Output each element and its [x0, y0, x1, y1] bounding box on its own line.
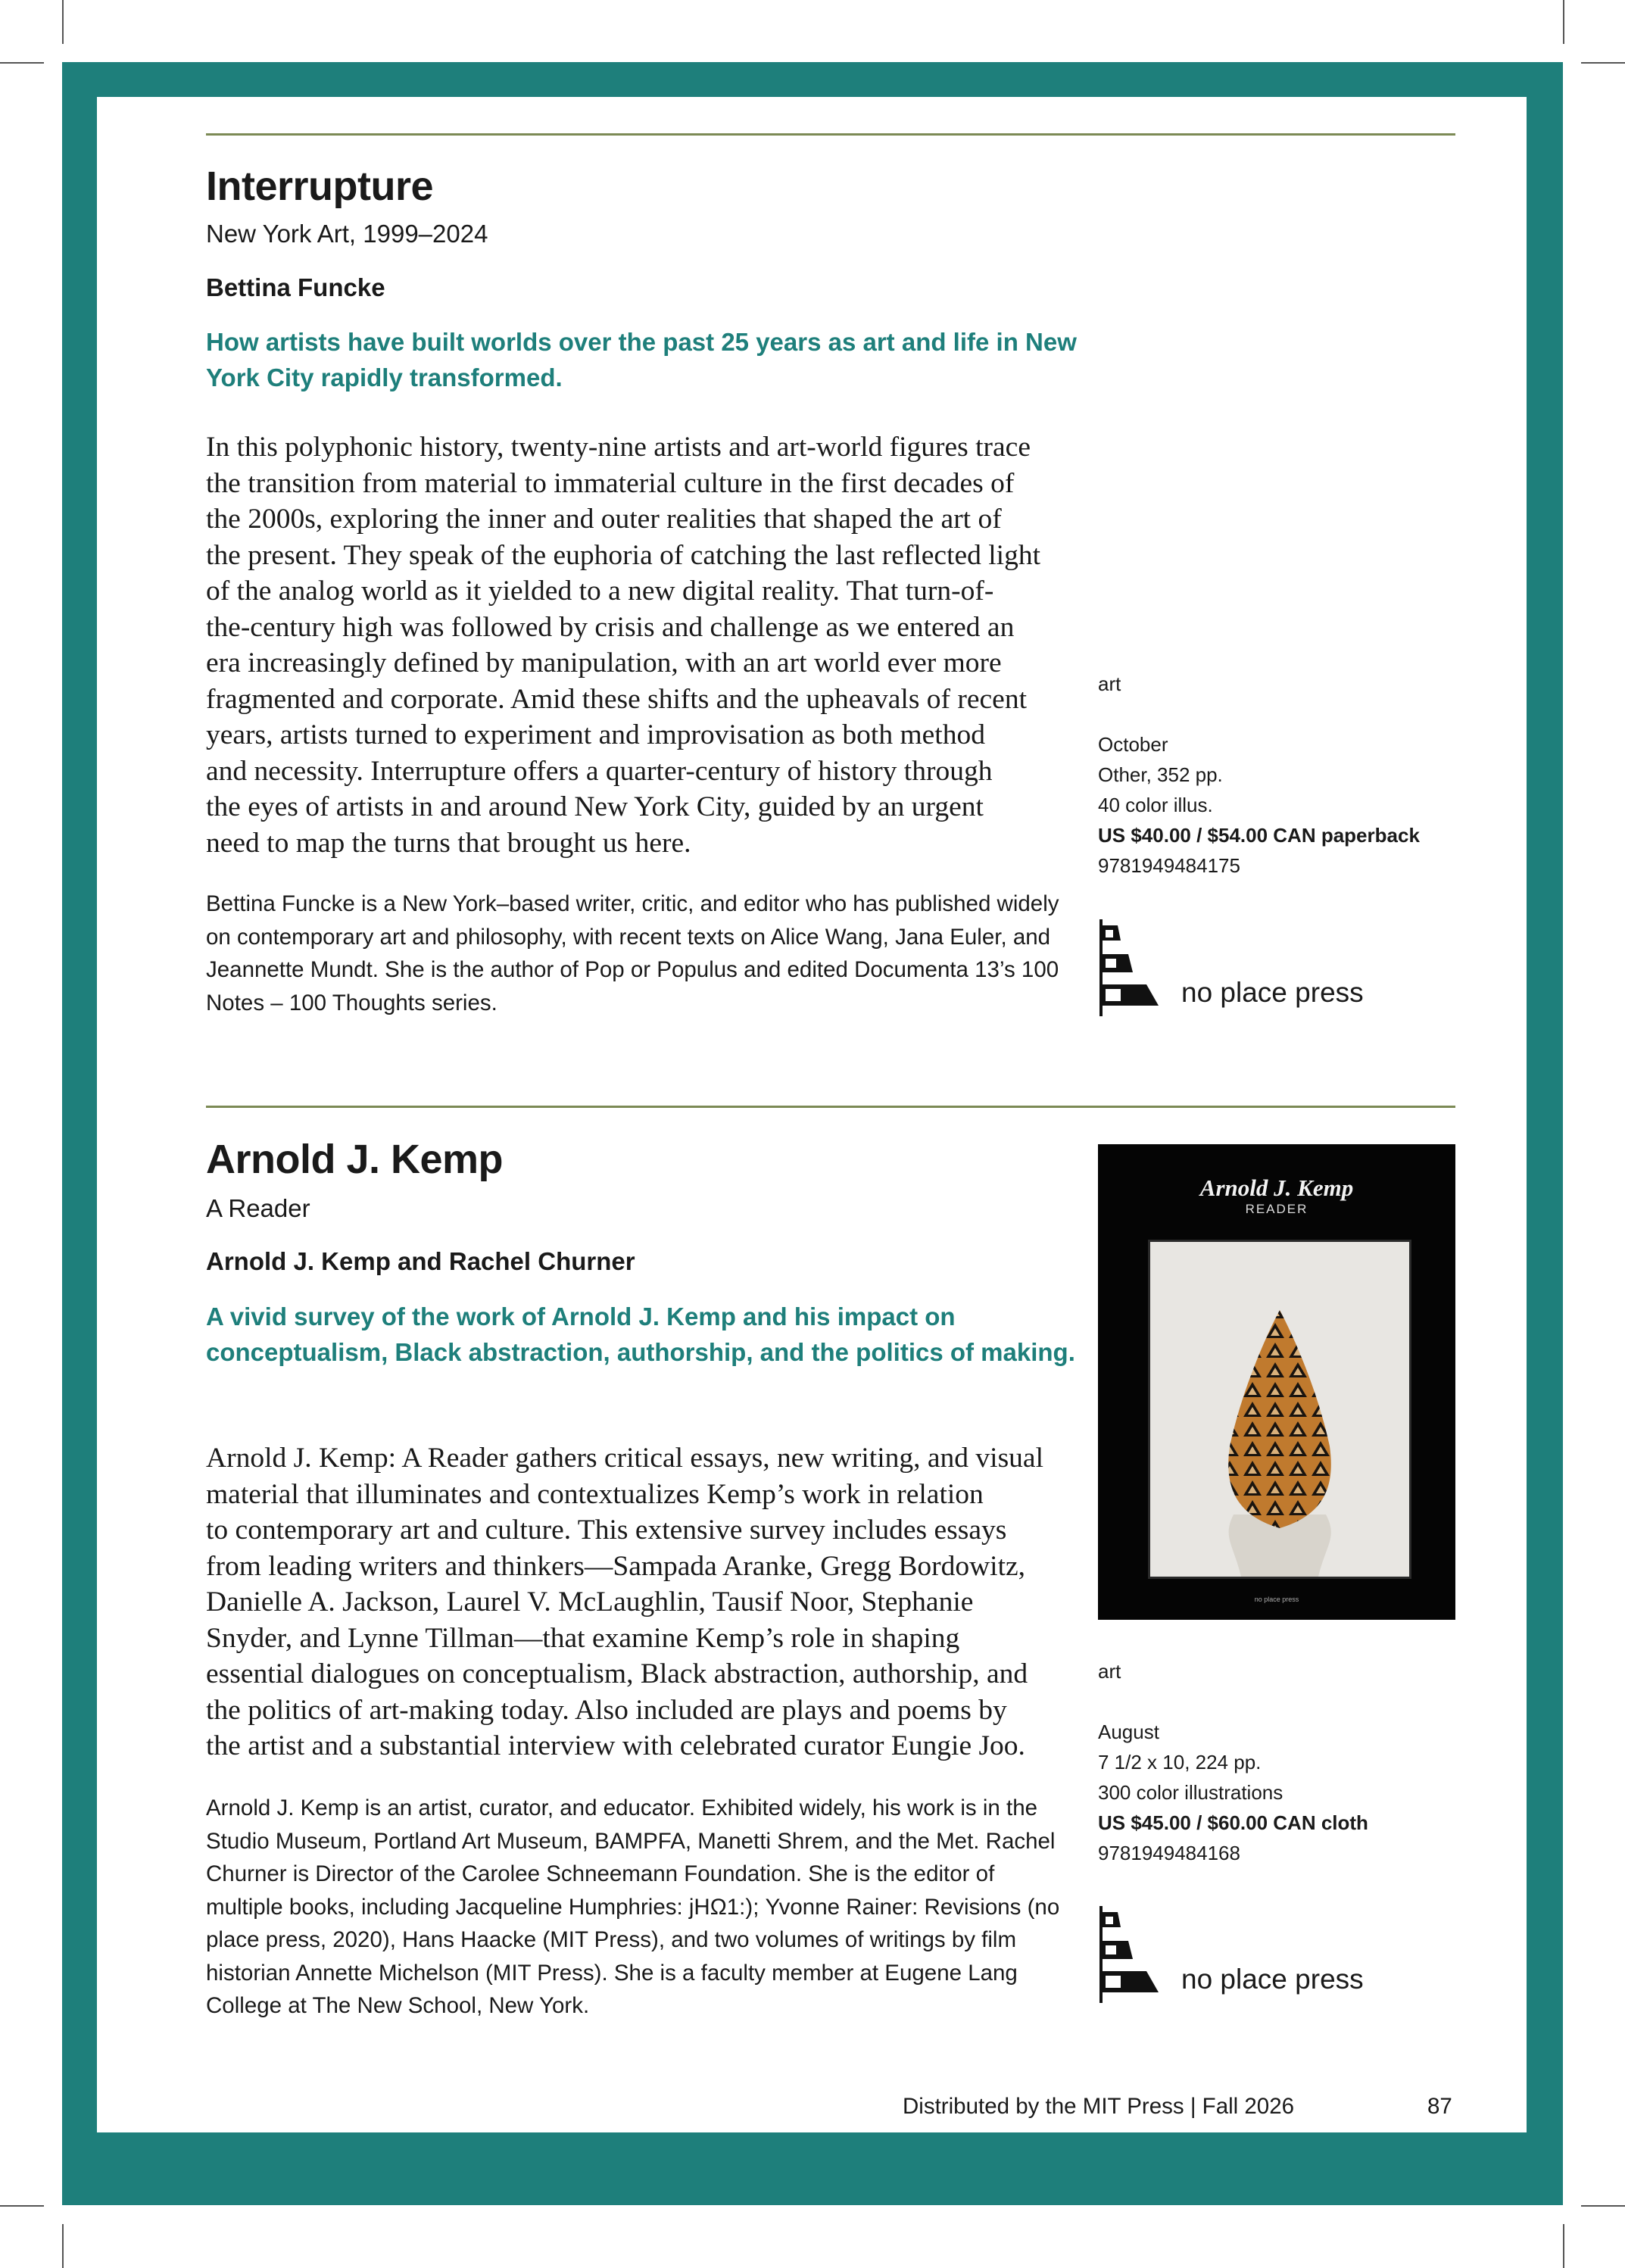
section-rule [206, 1106, 1455, 1108]
meta-price: US $40.00 / $54.00 CAN paperback [1098, 824, 1420, 847]
cover-footer: no place press [1254, 1596, 1299, 1603]
description-line: the transition from material to immaterial culture in the first decades of [206, 467, 1015, 499]
book-tagline: A vivid survey of the work of Arnold J. Kemp and his impact on conceptualism, Black abstraction, authorship, and the politics of making. [206, 1302, 1075, 1366]
page-footer: Distributed by the MIT Press | Fall 2026 [903, 2094, 1295, 2119]
crop-mark [0, 2205, 44, 2207]
book-title: Arnold J. Kemp [206, 1137, 504, 1182]
author-bio: Arnold J. Kemp is an artist, curator, and educator. Exhibited widely, his work is in the Studio Museum, Portland Art Museum, BAMPFA, Manetti Shrem, and the Met. Rachel Churner is Director of the Carolee Schneemann Foundation. She is the editor of multiple books, including Jacqueline Humphries: jHΩ1:); Yvonne Rainer: Revisions (no place press, 2020), Hans Haacke (MIT Press), and two volumes of writings by film historian Annette Michelson (MIT Press). She is a faculty member at Eugene Lang College at The New School, New York. [206, 1795, 1060, 2018]
crop-mark [1563, 2224, 1564, 2268]
book-cover [1098, 1144, 1455, 1620]
meta-format: Other, 352 pp. [1098, 763, 1223, 786]
description-line: the eyes of artists in and around New York City, guided by an urgent [206, 791, 984, 822]
author-bio: Bettina Funcke is a New York–based writer, critic, and editor who has published widely on contemporary art and philosophy, with recent texts on Alice Wang, Jana Euler, and Jeannette Mundt. She is the author of Pop or Populus and edited Documenta 13’s 100 Notes – 100 Thoughts series. [206, 891, 1059, 1015]
crop-mark [62, 0, 64, 44]
description-line: and necessity. Interrupture offers a quarter-century of history through [206, 755, 993, 787]
publisher-name: no place press [1181, 977, 1364, 1008]
description-line: from leading writers and thinkers—Sampada Aranke, Gregg Bordowitz, [206, 1550, 1026, 1582]
book-author: Arnold J. Kemp and Rachel Churner [206, 1247, 635, 1275]
description-line: the present. They speak of the euphoria of catching the last reflected light [206, 539, 1041, 571]
meta-month: August [1098, 1720, 1159, 1743]
description-line: fragmented and corporate. Amid these shifts and the upheavals of recent [206, 683, 1027, 715]
cover-artwork-image [1150, 1242, 1409, 1577]
description-line: Arnold J. Kemp: A Reader gathers critical essays, new writing, and visual [206, 1443, 1043, 1474]
book-description [206, 1440, 1077, 1764]
book-meta [1098, 669, 1477, 881]
meta-price: US $45.00 / $60.00 CAN cloth [1098, 1811, 1368, 1834]
book-subtitle: New York Art, 1999–2024 [206, 220, 488, 248]
meta-category: art [1098, 672, 1121, 695]
meta-illustrations: 300 color illustrations [1098, 1781, 1283, 1804]
cover-title: Arnold J. Kemp [1199, 1175, 1354, 1201]
cover-subtitle: READER [1245, 1202, 1308, 1216]
book-author: Bettina Funcke [206, 273, 385, 301]
meta-format: 7 1/2 x 10, 224 pp. [1098, 1751, 1262, 1774]
description-line: the politics of art-making today. Also included are plays and poems by [206, 1694, 1007, 1726]
publisher-logo [1098, 1897, 1416, 2003]
page-number: 87 [1427, 2094, 1452, 2119]
description-line: the artist and a substantial interview with celebrated curator Eungie Joo. [206, 1730, 1025, 1761]
crop-mark [0, 62, 44, 64]
book-subtitle: A Reader [206, 1194, 310, 1222]
description-line: to contemporary art and culture. This extensive survey includes essays [206, 1515, 1007, 1546]
no-place-press-logo-icon [1098, 1897, 1174, 2003]
publisher-logo [1098, 910, 1416, 1016]
crop-mark [1581, 62, 1625, 64]
section-rule [206, 133, 1455, 136]
crop-mark [1581, 2205, 1625, 2207]
description-line: material that illuminates and contextualizes Kemp’s work in relation [206, 1478, 984, 1510]
cover-artwork [1148, 1240, 1411, 1579]
no-place-press-logo-icon [1098, 910, 1174, 1016]
book-description [206, 429, 1077, 861]
description-line: the 2000s, exploring the inner and outer realities that shaped the art of [206, 504, 1002, 535]
meta-illustrations: 40 color illus. [1098, 794, 1213, 816]
description-line: Snyder, and Lynne Tillman—that examine Kemp’s role in shaping [206, 1622, 960, 1654]
crop-mark [1563, 0, 1564, 44]
book-tagline: How artists have built worlds over the past 25 years as art and life in New York City rapidly transformed. [206, 328, 1077, 392]
book-title: Interrupture [206, 164, 434, 209]
meta-isbn: 9781949484175 [1098, 854, 1240, 877]
description-line: years, artists turned to experiment and improvisation as both method [206, 719, 985, 750]
description-line: Danielle A. Jackson, Laurel V. McLaughlin, Tausif Noor, Stephanie [206, 1586, 974, 1618]
description-line: essential dialogues on conceptualism, Black abstraction, authorship, and [206, 1658, 1028, 1689]
book-meta [1098, 1656, 1477, 1868]
description-line: of the analog world as it yielded to a new digital reality. That turn-of- [206, 576, 994, 607]
description-line: In this polyphonic history, twenty-nine artists and art-world figures trace [206, 432, 1031, 463]
description-line: era increasingly defined by manipulation, with an art world ever more [206, 647, 1002, 679]
description-line: need to map the turns that brought us here. [206, 827, 691, 859]
meta-category: art [1098, 1660, 1121, 1683]
meta-isbn: 9781949484168 [1098, 1842, 1240, 1864]
meta-month: October [1098, 733, 1168, 756]
description-line: the-century high was followed by crisis and challenge as we entered an [206, 611, 1015, 643]
publisher-name: no place press [1181, 1964, 1364, 1995]
crop-mark [62, 2224, 64, 2268]
